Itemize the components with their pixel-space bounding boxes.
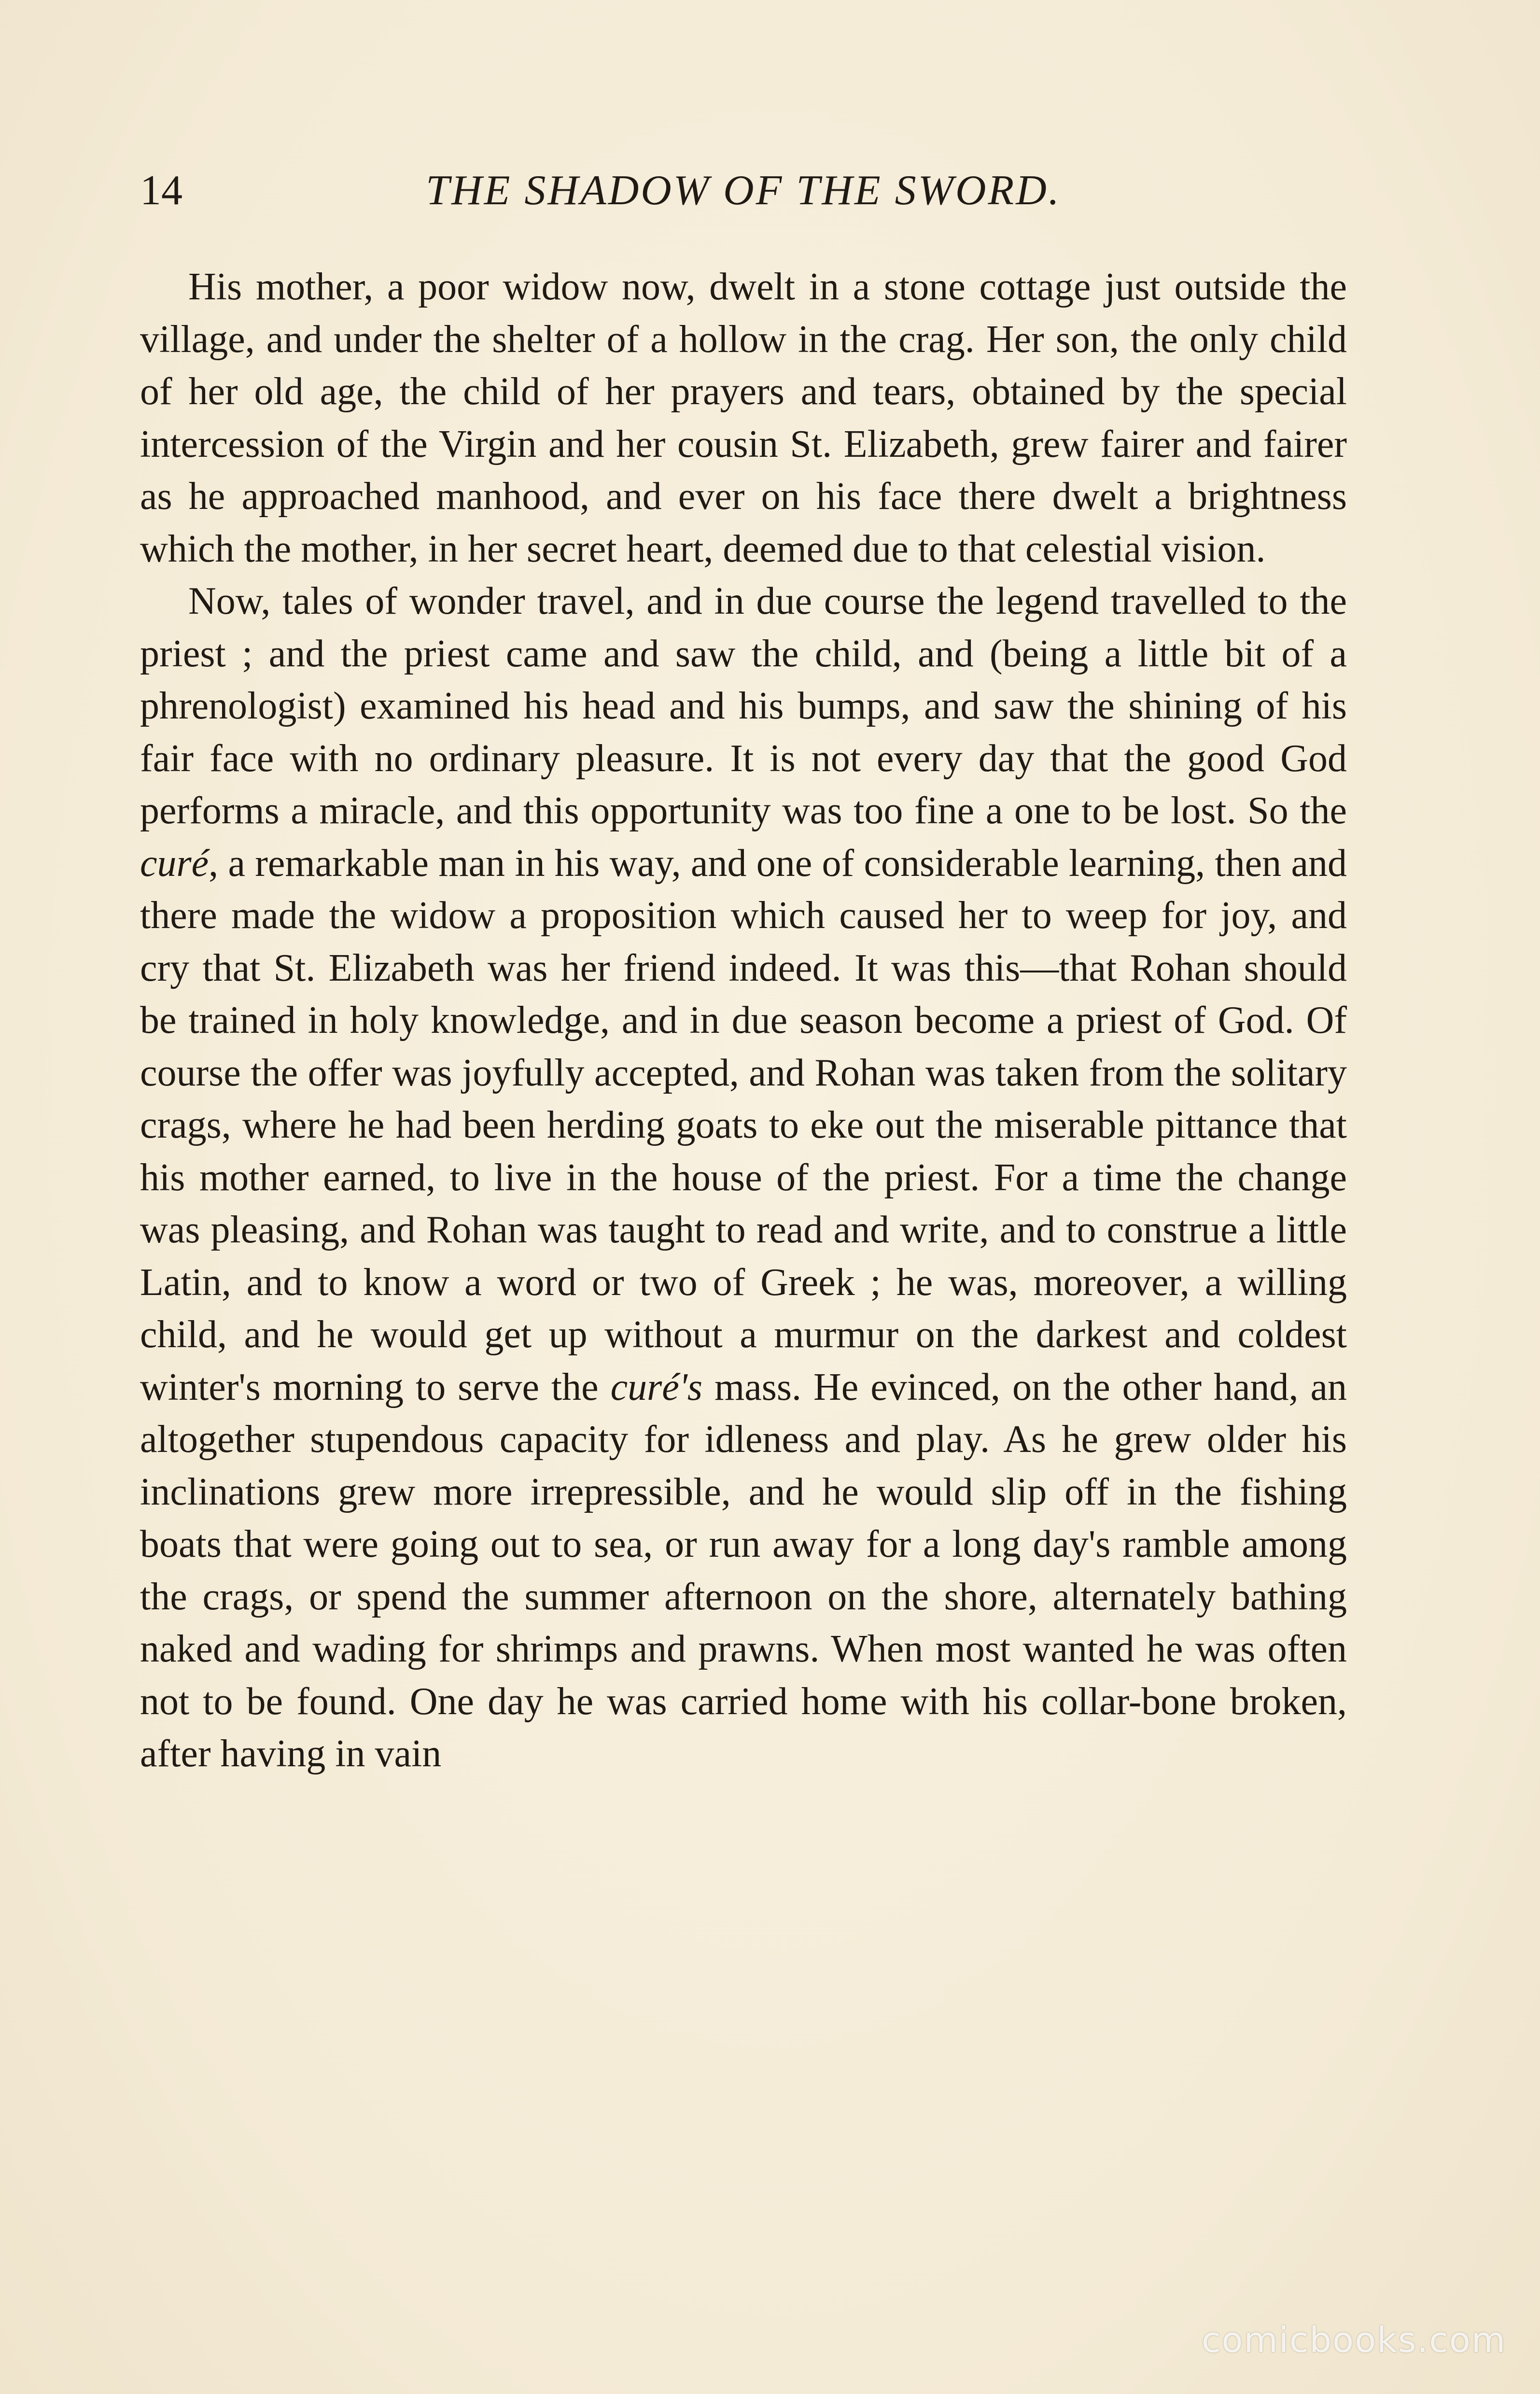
paragraph-2-part-a: Now, tales of wonder travel, and in due course the legend travelled to the priest ; and the priest came and saw the child, and (being a little bit of a phrenologist) examined his head and his bumps, and saw the shining of his fair face with no ordinary pleasure. It is not every day that the good God performs a miracle, and this opportunity was too fine a one to be lost. So the <box>140 580 1347 832</box>
page-number: 14 <box>140 167 182 214</box>
paragraph-2-part-c: mass. He evinced, on the other hand, an altogether stupendous capacity for idleness and play. As he grew older his inclinations grew more irrepressible, and he would slip off in the fishing boats that were going out to sea, or run away for a long day's ramble among the crags, or spend the summer afternoon on the shore, alternately bathing naked and wading for shrimps and prawns. When most wanted he was often not to be found. One day he was carried home with his collar-bone broken, after having in vain <box>140 1366 1347 1775</box>
paragraph-2 <box>140 575 1347 1780</box>
watermark: comicbooks.com <box>1201 2320 1506 2360</box>
paragraph-1: His mother, a poor widow now, dwelt in a stone cottage just outside the village, and under the shelter of a hollow in the crag. Her son, the only child of her old age, the child of her prayers and tears, obtained by the special intercession of the Virgin and her cousin St. Elizabeth, grew fairer and fairer as he approached manhood, and ever on his face there dwelt a brightness which the mother, in her secret heart, deemed due to that celestial vision. <box>140 266 1347 570</box>
page-header <box>140 159 1347 222</box>
running-head: THE SHADOW OF THE SWORD. <box>426 167 1061 214</box>
italic-cure: curé <box>140 842 209 885</box>
body-text <box>140 261 1347 1780</box>
paragraph-2-part-b: , a remarkable man in his way, and one of considerable learning, then and there made the widow a proposition which caused her to weep for joy, and cry that St. Elizabeth was her friend indeed. It was this—that Rohan should be trained in holy knowledge, and in due season become a priest of God. Of course the offer was joyfully accepted, and Rohan was taken from the solitary crags, where he had been herding goats to eke out the miserable pittance that his mother earned, to live in the house of the priest. For a time the change was pleasing, and Rohan was taught to read and write, and to construe a little Latin, and to know a word or two of Greek ; he was, moreover, a willing child, and he would get up without a murmur on the darkest and coldest winter's morning to serve the <box>140 842 1347 1408</box>
italic-cures: curé's <box>610 1366 703 1408</box>
